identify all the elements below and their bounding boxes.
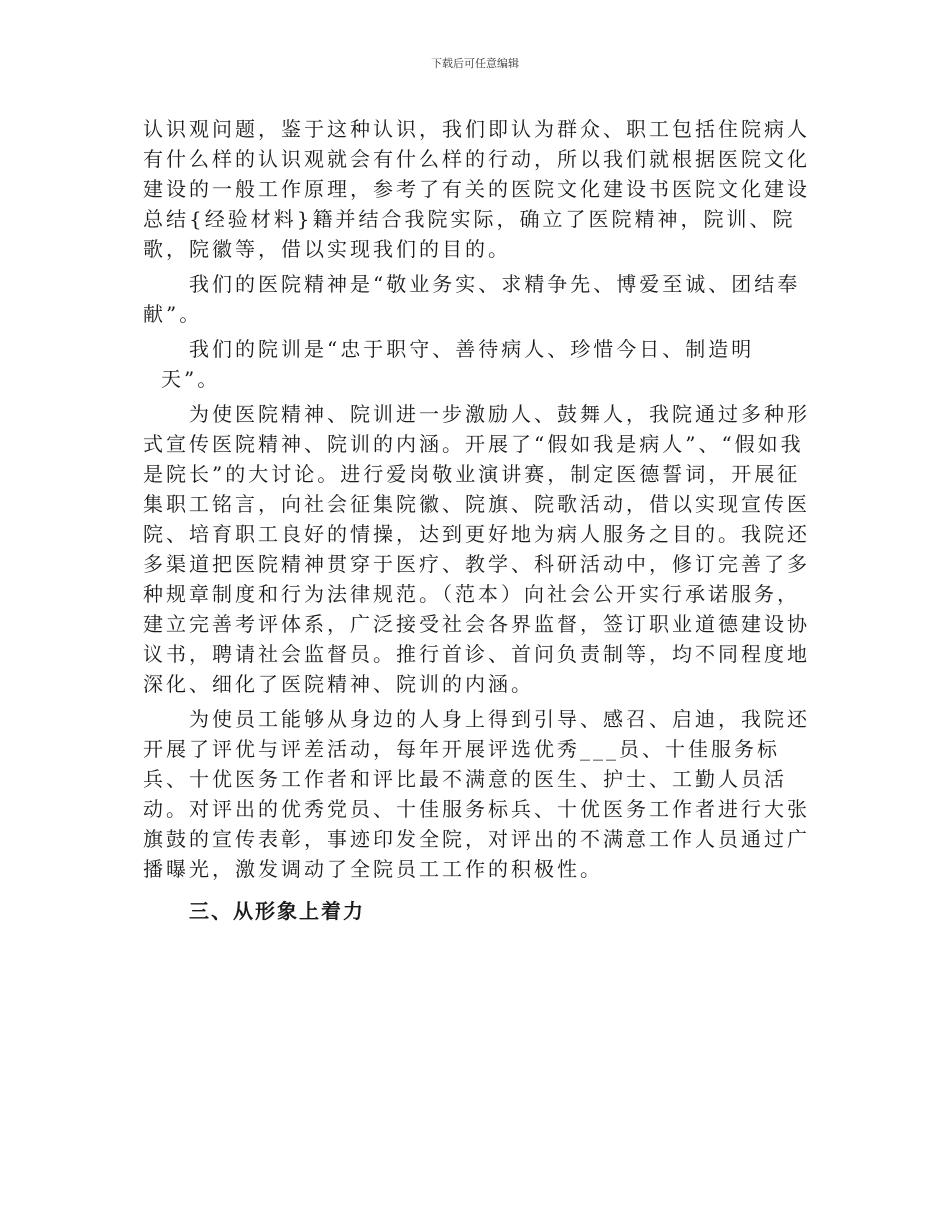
paragraph-1: 认识观问题，鉴于这种认识，我们即认为群众、职工包括住院病人有什么样的认识观就会有什么样的行动，所以我们就根据医院文化建设的一般工作原理，参考了有关的医院文化建设书医院文化建设总结{经验材料}籍并结合我院实际，确立了医院精神，院训、院歌，院徽等，借以实现我们的目的。 [143, 117, 810, 261]
page-header: 下载后可任意编辑 [431, 57, 519, 70]
paragraph-hospital-spirit: 我们的医院精神是“敬业务实、求精争先、博爱至诚、团结奉献”。 [143, 272, 801, 326]
document-body [143, 114, 813, 926]
section-heading: 三、从形象上着力 [189, 899, 365, 923]
paragraph-hospital-motto-end: 天”。 [161, 367, 221, 391]
paragraph-evaluation: 为使员工能够从身边的人身上得到引导、感召、启迪，我院还开展了评优与评差活动，每年开展评选优秀___员、十佳服务标兵、十优医务工作者和评比最不满意的医生、护士、工勤人员活动。对评出的优秀党员、十佳服务标兵、十优医务工作者进行大张旗鼓的宣传表彰，事迹印发全院，对评出的不满意工作人员通过广播曝光，激发调动了全院员工工作的积极性。 [143, 707, 810, 881]
paragraph-hospital-motto: 我们的院训是“忠于职守、善待病人、珍惜今日、制造明 [189, 337, 755, 361]
paragraph-promotion: 为使医院精神、院训进一步激励人、鼓舞人，我院通过多种形式宣传医院精神、院训的内涵。开展了“假如我是病人”、“假如我是院长”的大讨论。进行爱岗敬业演讲赛，制定医德誓词，开展征集职工铭言，向社会征集院徽、院旗、院歌活动，借以实现宣传医院、培育职工良好的情操，达到更好地为病人服务之目的。我院还多渠道把医院精神贯穿于医疗、教学、科研活动中，修订完善了多种规章制度和行为法律规范。（范本）向社会公开实行承诺服务，建立完善考评体系，广泛接受社会各界监督，签订职业道德建设协议书，聘请社会监督员。推行首诊、首问负责制等，均不同程度地深化、细化了医院精神、院训的内涵。 [143, 402, 810, 696]
